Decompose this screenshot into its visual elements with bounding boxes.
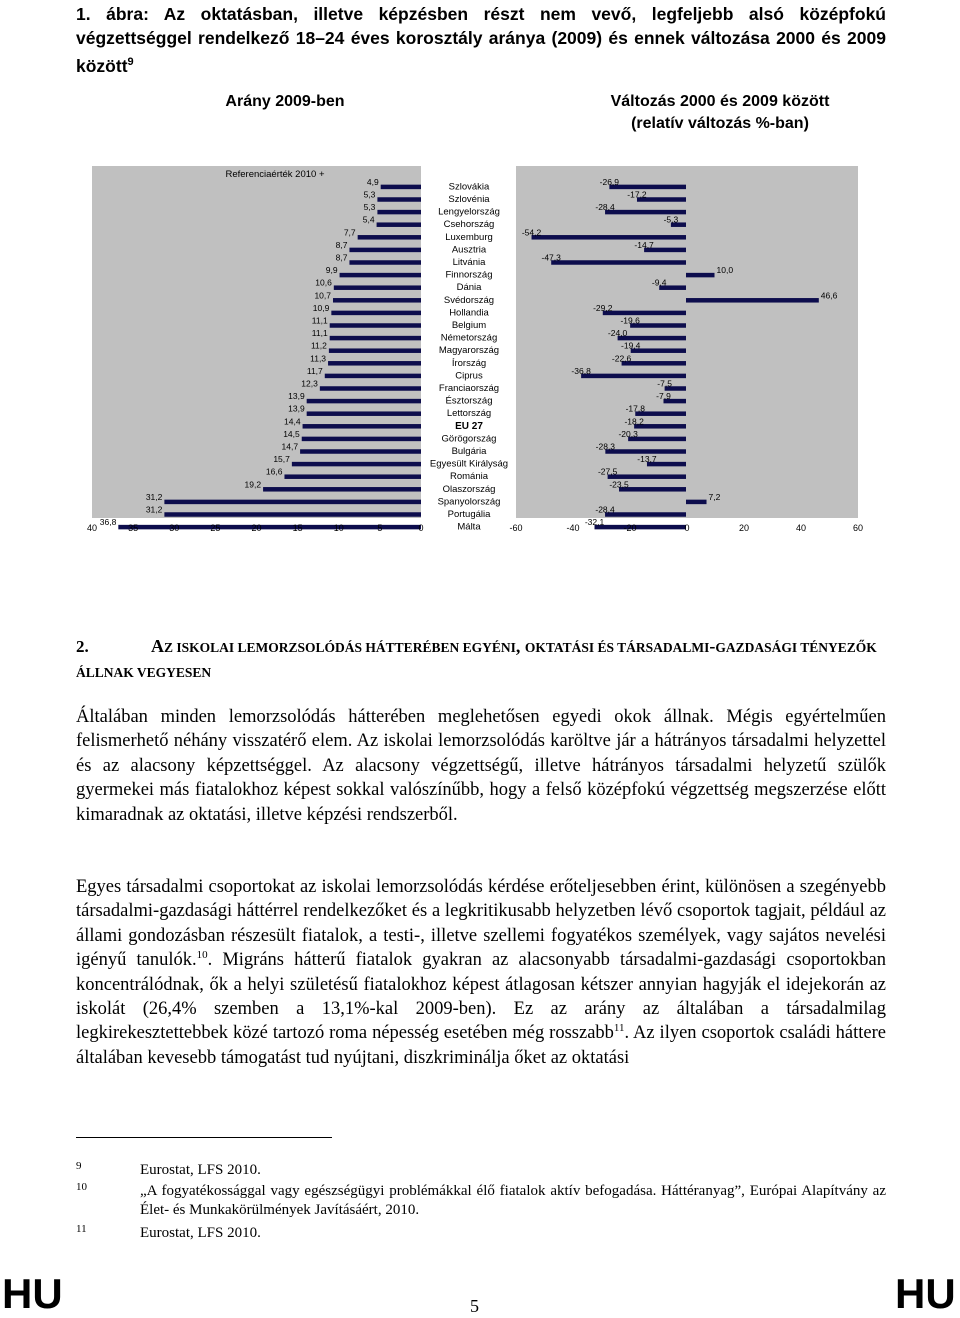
right-bar-label: -28,4 (595, 504, 615, 515)
right-bar-label: -47,3 (541, 252, 561, 263)
right-bar (618, 336, 686, 341)
left-bar (325, 374, 421, 379)
right-bar-label: -23,5 (609, 479, 629, 490)
category-label: Szlovénia (448, 194, 490, 205)
right-axis-tick: 0 (684, 523, 690, 533)
right-bar-label: 10,0 (716, 265, 734, 276)
left-bar (118, 525, 421, 530)
left-bar-label: 5,4 (362, 214, 375, 225)
right-bar-label: -32,1 (584, 517, 605, 528)
right-bar-label: -27,5 (597, 466, 618, 477)
left-axis-tick: 40 (86, 523, 98, 533)
footnote-9 (76, 1161, 886, 1180)
right-bar-label: -7,5 (657, 378, 672, 389)
left-bar-label: 13,9 (288, 403, 305, 414)
footnote-number: 10 (76, 1181, 87, 1193)
right-bar (619, 487, 686, 492)
left-bar (377, 222, 421, 227)
category-label: Írország (451, 357, 487, 369)
left-bar (340, 273, 421, 278)
right-axis-tick: 60 (852, 523, 864, 533)
right-bar-label: -28,4 (595, 202, 615, 213)
footnote-separator (76, 1137, 332, 1138)
left-axis-tick: 25 (210, 523, 221, 533)
left-bar-label: 9,9 (325, 265, 338, 276)
left-bar (320, 386, 421, 391)
left-bar-label: 12,3 (301, 378, 318, 389)
footnote-ref-9: 9 (127, 56, 134, 68)
right-bar (686, 298, 819, 303)
left-bar (334, 285, 421, 290)
right-bar-label: 46,6 (820, 290, 838, 301)
left-bar-label: 15,7 (273, 454, 290, 465)
right-bar (595, 525, 686, 530)
left-bar (330, 336, 421, 341)
right-bar (605, 449, 686, 454)
right-bar (609, 185, 686, 190)
right-bar-label: -17,8 (625, 403, 645, 414)
category-label: Litvánia (452, 257, 486, 268)
right-bar-label: -13,7 (637, 454, 657, 465)
left-bar (331, 311, 421, 316)
category-label: Málta (457, 521, 481, 533)
category-label: Spanyolország (437, 496, 501, 508)
footnote-number: 9 (76, 1160, 82, 1172)
right-bar-label: -5,3 (663, 214, 679, 225)
section-title-part: GAZDASÁGI TÉNYEZŐK ÁLLNAK VEGYESEN (76, 640, 877, 680)
right-bar-label: 7,2 (708, 491, 721, 502)
right-bar-label: -17,2 (627, 189, 647, 200)
right-bar-label: -24,0 (607, 328, 628, 339)
section-title-part: Z ISKOLAI LEMORZSOLÓDÁS HÁTTERÉBEN EGYÉNI (164, 640, 516, 655)
category-label: Belgium (451, 320, 487, 331)
left-bar-label: 14,7 (281, 441, 299, 452)
right-plot-area (516, 166, 858, 518)
right-bar (608, 474, 686, 479)
category-label: Észtország (445, 395, 493, 407)
left-bar-label: 14,4 (284, 416, 301, 427)
category-label: Bulgária (451, 446, 487, 457)
category-label: Görögország (441, 433, 497, 445)
left-bar-label: 11,2 (310, 340, 327, 351)
left-bar (284, 474, 421, 479)
page-number: 5 (470, 1296, 479, 1316)
category-label: Svédország (443, 294, 495, 306)
reference-label: Referenciaérték 2010 + (225, 168, 325, 180)
right-bar (605, 512, 686, 517)
category-label: Portugália (447, 509, 491, 520)
section-title-part: - (709, 636, 716, 656)
category-label: Franciaország (438, 383, 500, 394)
right-chart-heading-line1: Változás 2000 és 2009 között (610, 93, 830, 110)
left-axis-tick: 0 (418, 523, 424, 533)
right-chart-heading (560, 91, 880, 135)
category-label: Románia (449, 471, 489, 483)
footnote-number: 11 (76, 1223, 87, 1235)
footnote-text: Eurostat, LFS 2010. (140, 1225, 261, 1241)
right-axis-tick: -40 (566, 523, 580, 533)
category-label: Magyarország (438, 345, 500, 357)
footnote-10 (76, 1182, 886, 1220)
category-label: EU 27 (455, 420, 483, 432)
left-bar (263, 487, 421, 492)
category-label: Egyesült Királyság (429, 458, 509, 470)
left-bar-label: 10,7 (314, 290, 331, 301)
section-title-text (76, 637, 877, 681)
right-bar-label: -29,2 (593, 302, 613, 313)
right-chart-heading-line2: (relatív változás %-ban) (631, 115, 809, 132)
section-title-part: OKTATÁSI ÉS TÁRSADALMI (524, 640, 710, 655)
left-bar-label: 31,2 (145, 504, 163, 515)
left-bar-label: 5,3 (363, 202, 376, 213)
paragraph-2: Egyes társadalmi csoportokat az iskolai lemorzsolódás kérdése erőteljesebben érint, különösen a szegényebb társadalmi-gazdasági háttérrel rendelkezőket és a legkritikusabb helyzetben lévő csoportok tagjait, például az állami gondozásban részesült fiatalok, a testi-, illetve szellemi fogyatékos személyek, vagy sajátos nevelési igényű tanulók.$^{10}$. Migráns hátterű fiatalok gyakran az alacsonyabb társadalmi-gazdasági csoportokban koncentrálódnak, ők a helyi születésű fiatalokhoz képest átlagosan kétszer annyian hagyják el idejekorán az iskolát (26,4% szemben a 13,1%-kal 2009-ben). Ez az arány az általában a társadalmilag legkirekesztettebbek közé tartozó roma népesség esetében még rosszabb$^{11}$. Az ilyen csoportok családi háttere általában kevesebb támogatást tud nyújtani, diszkriminálja őket az oktatási (76, 877, 886, 1068)
footer-language-right: HU (895, 1270, 956, 1317)
left-bar-label: 11,1 (311, 328, 328, 339)
left-bar-label: 13,9 (288, 391, 305, 402)
right-bar (581, 374, 686, 379)
left-bar-label: 10,9 (312, 302, 330, 313)
right-bar-label: -9,4 (651, 277, 667, 288)
footnote-ref-10: 10 (196, 949, 208, 962)
left-bar-label: 16,6 (265, 466, 283, 477)
left-bar (333, 298, 421, 303)
right-bar-label: -54,2 (521, 227, 542, 238)
category-label: Olaszország (442, 483, 496, 495)
left-bar-label: 11,3 (310, 353, 327, 364)
left-bar (330, 323, 421, 328)
paragraph-1: Általában minden lemorzsolódás hátterében meglehetősen egyedi okok állnak. Mégis egyértelműen felismerhető néhány visszatérő elem. Az iskolai lemorzsolódás karöltve jár a hátrányos társadalmi helyzettel és az alacsony képzettséggel. Az alacsony végzettségű, illetve hátrányos társadalmi helyzetű szülők gyermekei más fiatalokhoz képest sokkal valószínűbb, hogy a felső középfokú végzettség megszerzése előtt kimaradnak az oktatási, illetve képzési rendszerből. (76, 707, 886, 825)
left-bar (358, 235, 421, 240)
left-axis-tick: 15 (292, 523, 303, 533)
left-axis-tick: 5 (377, 523, 383, 533)
category-label: Hollandia (449, 307, 489, 319)
category-label: Németország (440, 332, 498, 344)
left-bar (329, 348, 421, 353)
left-bar (307, 411, 421, 416)
footer-language-left: HU (2, 1270, 63, 1317)
left-bar-label: 31,2 (145, 491, 163, 502)
left-bar-label: 8,7 (335, 252, 348, 263)
category-label: Csehország (443, 219, 495, 231)
figure-chart (0, 150, 960, 550)
category-label: Finnország (445, 269, 493, 281)
left-bar (292, 462, 421, 467)
left-bar (300, 449, 421, 454)
category-label: Ausztria (451, 244, 487, 256)
left-bar-label: 19,2 (244, 479, 262, 490)
left-bar-label: 36,8 (99, 517, 117, 528)
left-bar (164, 500, 421, 505)
left-bar (377, 210, 421, 215)
category-label: Ciprus (455, 370, 483, 382)
category-label: Lettország (446, 408, 492, 420)
left-bar (381, 185, 421, 190)
left-bar (349, 260, 421, 265)
footnote-text: „A fogyatékossággal vagy egészségügyi problémákkal élő fiatalok aktív befogadása. Háttéranyag”, Európai Alapítvány az Élet- és Munkakörülmények Javításáért, 2010. (140, 1183, 886, 1218)
left-bar-label: 5,3 (363, 189, 376, 200)
left-bar (307, 399, 421, 404)
right-bar-label: -19,6 (620, 315, 640, 326)
left-bar-label: 10,6 (315, 277, 332, 288)
left-bar-label: 7,7 (343, 227, 356, 238)
category-label: Lengyelország (438, 206, 500, 218)
right-bar (532, 235, 686, 240)
footnote-11 (76, 1224, 886, 1243)
right-bar-label: -18,2 (624, 416, 644, 427)
right-bar (603, 311, 686, 316)
left-axis-tick: 30 (169, 523, 180, 533)
left-bar-label: 11,7 (306, 365, 323, 376)
left-chart-heading: Arány 2009-ben (225, 93, 345, 110)
category-label: Luxemburg (445, 231, 493, 243)
right-bar-label: -20,3 (618, 428, 638, 439)
left-bar (302, 437, 421, 442)
right-bar-label: -22,6 (611, 353, 632, 364)
section-number: 2. (76, 637, 89, 656)
left-bar-label: 11,1 (311, 315, 328, 326)
footnote-text: Eurostat, LFS 2010. (140, 1162, 261, 1178)
right-axis-tick: -60 (509, 523, 523, 533)
left-axis-tick: 10 (333, 523, 344, 533)
left-bar (303, 424, 421, 429)
section-title-part: , (515, 636, 525, 656)
right-bar (551, 260, 686, 265)
right-bar (686, 273, 715, 278)
right-axis-tick: 40 (795, 523, 807, 533)
left-bar (349, 248, 421, 253)
right-bar-label: -26,9 (599, 176, 620, 187)
left-bar (328, 361, 421, 366)
right-axis-tick: -20 (623, 523, 637, 533)
right-bar-label: -7,9 (656, 391, 671, 402)
right-axis-tick: 20 (738, 523, 750, 533)
left-bar (377, 197, 421, 202)
left-bar-label: 14,5 (283, 428, 300, 439)
figure-title: 1. ábra: Az oktatásban, illetve képzésben részt nem vevő, legfeljebb alsó középfokú végzettséggel rendelkező 18–24 éves korosztály aránya (2009) és ennek változása 2000 és 2009 között$^9$ (76, 4, 886, 76)
right-bar-label: -36,8 (571, 365, 591, 376)
section-title-part: A (151, 636, 164, 656)
category-label: Dánia (456, 282, 482, 294)
footnote-ref-11: 11 (613, 1022, 625, 1035)
left-axis-tick: 35 (128, 523, 139, 533)
category-label: Szlovákia (448, 181, 490, 193)
left-bar-label: 4,9 (366, 176, 379, 187)
left-axis-tick: 20 (251, 523, 262, 533)
right-bar-label: -28,3 (595, 441, 616, 452)
section-heading (76, 634, 886, 685)
left-bar (164, 512, 421, 517)
right-bar (605, 210, 686, 215)
right-bar-label: -14,7 (634, 239, 654, 250)
left-bar-label: 8,7 (335, 239, 348, 250)
right-bar-label: -19,4 (621, 340, 641, 351)
right-bar (686, 500, 707, 505)
